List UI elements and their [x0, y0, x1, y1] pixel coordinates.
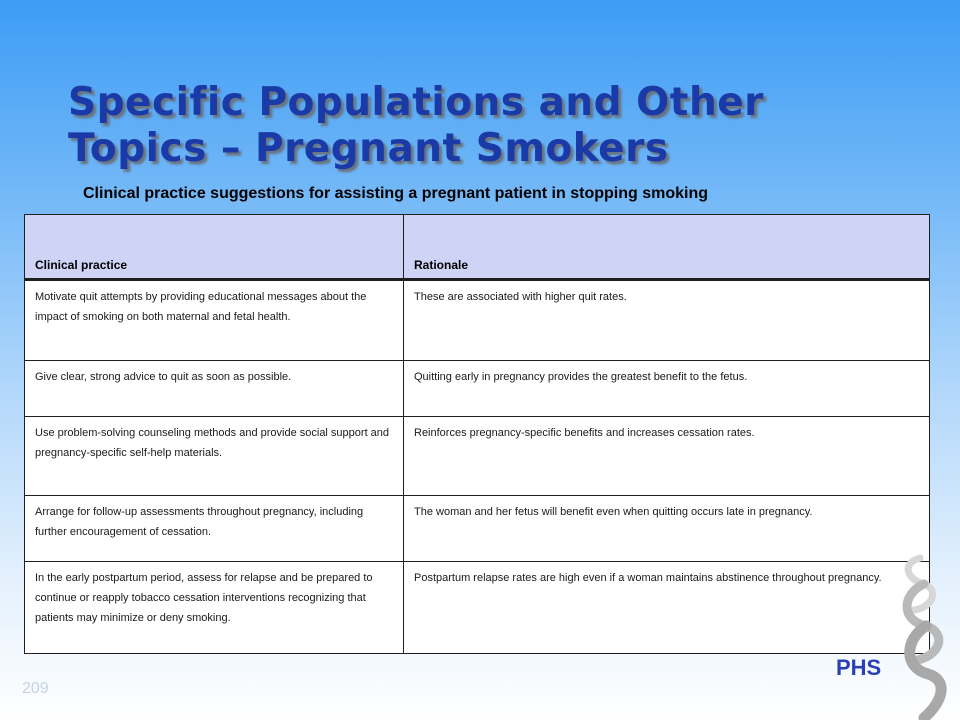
table-row	[25, 417, 930, 496]
rationale-cell: These are associated with higher quit rates.	[404, 280, 930, 361]
table-row	[25, 562, 930, 654]
table-caption: Clinical practice suggestions for assisting a pregnant patient in stopping smoking	[83, 185, 708, 202]
rationale-cell: The woman and her fetus will benefit even when quitting occurs late in pregnancy.	[404, 496, 930, 562]
practice-cell: Use problem-solving counseling methods and provide social support and pregnancy-specific self-help materials.	[25, 417, 404, 496]
table-header-row	[25, 215, 930, 280]
practice-cell: Motivate quit attempts by providing educational messages about the impact of smoking on both maternal and fetal health.	[25, 280, 404, 361]
practice-cell: In the early postpartum period, assess for relapse and be prepared to continue or reapply tobacco cessation interventions recognizing that patients may minimize or deny smoking.	[25, 562, 404, 654]
practice-cell: Arrange for follow-up assessments throughout pregnancy, including further encouragement of cessation.	[25, 496, 404, 562]
practice-cell: Give clear, strong advice to quit as soon as possible.	[25, 361, 404, 417]
clinical-practice-table	[24, 214, 930, 654]
rationale-cell: Reinforces pregnancy-specific benefits and increases cessation rates.	[404, 417, 930, 496]
column-header-rationale: Rationale	[404, 215, 930, 280]
phs-swirl-logo-icon	[880, 550, 960, 720]
table-row	[25, 361, 930, 417]
rationale-cell: Quitting early in pregnancy provides the greatest benefit to the fetus.	[404, 361, 930, 417]
column-header-practice: Clinical practice	[25, 215, 404, 280]
slide-title: Specific Populations and Other Topics – Pregnant Smokers	[68, 80, 764, 171]
table-row	[25, 496, 930, 562]
page-number: 209	[22, 680, 49, 697]
brand-label: PHS	[836, 655, 882, 680]
rationale-cell: Postpartum relapse rates are high even if a woman maintains abstinence throughout pregnancy.	[404, 562, 930, 654]
table-row	[25, 280, 930, 361]
